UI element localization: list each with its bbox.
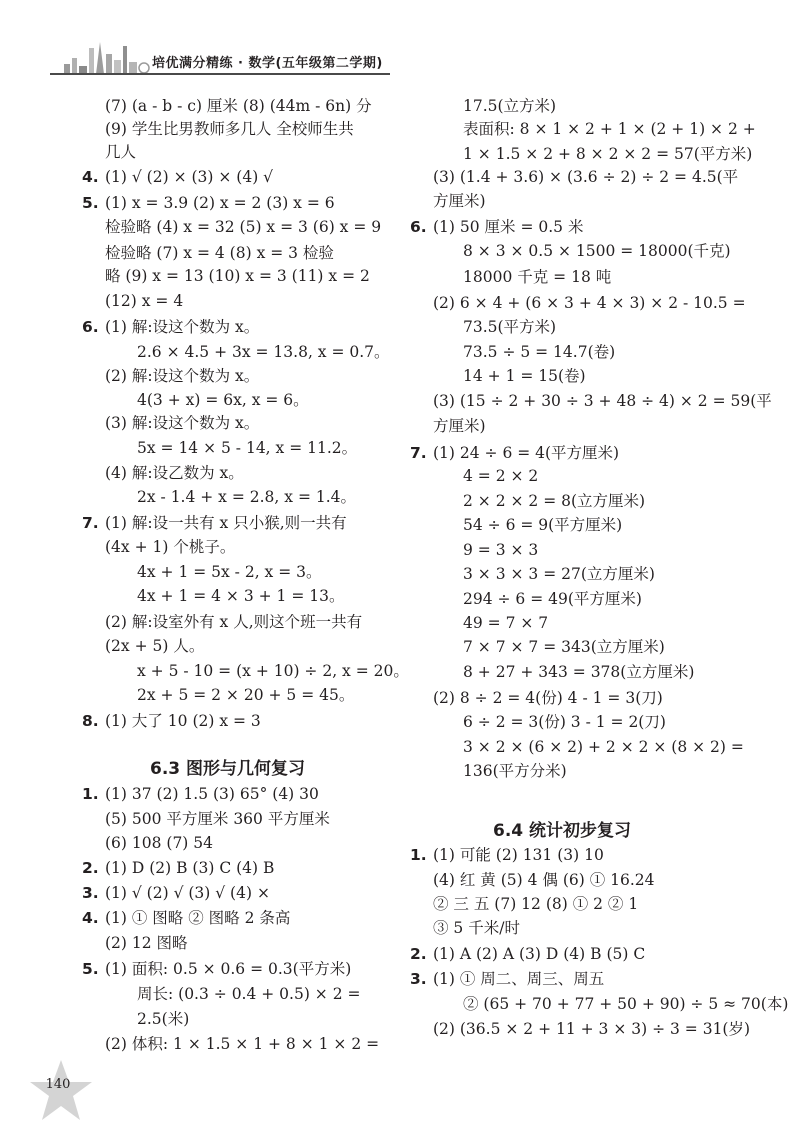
answer-text: 8 × 3 × 0.5 × 1500 = 18000(千克) — [463, 242, 731, 260]
answer-line — [463, 241, 731, 261]
question-number: 7. — [82, 514, 99, 532]
header-rule — [50, 73, 390, 75]
city-skyline-icon — [62, 40, 152, 76]
answer-line — [137, 984, 361, 1004]
answer-line — [410, 443, 619, 463]
answer-line — [410, 845, 604, 865]
answer-line — [105, 612, 362, 632]
answer-line — [463, 737, 744, 757]
answer-line — [433, 293, 746, 313]
question-number: 4. — [82, 909, 99, 927]
answer-line — [463, 564, 655, 584]
answer-text: 73.5 ÷ 5 = 14.7(卷) — [463, 343, 616, 361]
section-title: 6.3 图形与几何复习 — [150, 759, 306, 779]
answer-text: (4) 红 黄 (5) 4 偶 (6) ① 16.24 — [433, 871, 655, 889]
answer-line — [433, 894, 638, 914]
answer-text: (2) 解:设这个数为 x。 — [105, 367, 260, 385]
answer-text: 18000 千克 = 18 吨 — [463, 268, 612, 286]
question-number: 3. — [410, 970, 427, 988]
answer-line — [433, 1019, 750, 1039]
answer-line — [82, 959, 351, 979]
answer-line — [105, 463, 244, 483]
answer-line — [137, 586, 344, 606]
answer-line — [105, 413, 259, 433]
answer-text: (3) 解:设这个数为 x。 — [105, 414, 260, 432]
answer-line — [463, 637, 665, 657]
answer-line — [82, 908, 290, 928]
answer-text: (9) 学生比男教师多几人 全校师生共 — [105, 120, 354, 138]
answer-text: (2) 体积: 1 × 1.5 × 1 + 8 × 1 × 2 = — [105, 1035, 380, 1053]
answer-text: (2) 6 × 4 + (6 × 3 + 4 × 3) × 2 - 10.5 = — [433, 294, 746, 312]
answer-line — [463, 366, 586, 386]
answer-text: 294 ÷ 6 = 49(平方厘米) — [463, 590, 642, 608]
answer-text: 略 (9) x = 13 (10) x = 3 (11) x = 2 — [105, 267, 370, 285]
page-number: 140 — [45, 1077, 71, 1092]
answer-line — [463, 96, 556, 116]
answer-line — [82, 193, 335, 213]
answer-line — [433, 191, 486, 211]
answer-text: 4x + 1 = 4 × 3 + 1 = 13。 — [137, 587, 345, 605]
answer-line — [137, 562, 322, 582]
answer-line — [463, 491, 645, 511]
answer-line — [137, 685, 354, 705]
answer-text: (4x + 1) 个桃子。 — [105, 538, 236, 556]
answer-line — [463, 267, 611, 287]
answer-text: 6 ÷ 2 = 3(份) 3 - 1 = 2(刀) — [463, 713, 666, 731]
answer-text: 17.5(立方米) — [463, 97, 557, 115]
answer-line — [82, 167, 273, 187]
answer-text: 73.5(平方米) — [463, 318, 557, 336]
question-number: 2. — [82, 859, 99, 877]
answer-text: 表面积: 8 × 1 × 2 + 1 × (2 + 1) × 2 + — [463, 120, 756, 138]
answer-text: (1) D (2) B (3) C (4) B — [105, 859, 275, 877]
question-number: 1. — [82, 785, 99, 803]
answer-text: (2x + 5) 人。 — [105, 637, 205, 655]
answer-text: 9 = 3 × 3 — [463, 541, 539, 559]
answer-text: (2) 12 图略 — [105, 934, 188, 952]
answer-line — [105, 291, 183, 311]
answer-text: (2) (36.5 × 2 + 11 + 3 × 3) ÷ 3 = 31(岁) — [433, 1020, 751, 1038]
answer-line — [463, 613, 548, 633]
answer-line — [105, 142, 136, 162]
answer-text: (2) 8 ÷ 2 = 4(份) 4 - 1 = 3(刀) — [433, 689, 663, 707]
question-number: 6. — [410, 218, 427, 236]
answer-text: ② 三 五 (7) 12 (8) ① 2 ② 1 — [433, 895, 639, 913]
section-title: 6.4 统计初步复习 — [493, 821, 632, 841]
answer-text: 几人 — [105, 143, 137, 161]
answer-text: 1 × 1.5 × 2 + 8 × 2 × 2 = 57(平方米) — [463, 145, 753, 163]
answer-text: (1) 解:设一共有 x 只小猴,则一共有 — [105, 514, 347, 532]
answer-text: 2x + 5 = 2 × 20 + 5 = 45。 — [137, 686, 355, 704]
answer-line — [137, 390, 309, 410]
answer-line — [433, 167, 738, 187]
question-number: 5. — [82, 194, 99, 212]
answer-line — [105, 933, 188, 953]
answer-text: 3 × 3 × 3 = 27(立方厘米) — [463, 565, 655, 583]
question-number: 6. — [82, 318, 99, 336]
answer-line — [463, 144, 752, 164]
answer-text: 方厘米) — [433, 192, 486, 210]
answer-text: (1) √ (2) √ (3) √ (4) × — [105, 884, 270, 902]
answer-line — [137, 487, 356, 507]
answer-text: ③ 5 千米/时 — [433, 919, 520, 937]
answer-line — [137, 661, 409, 681]
question-number: 8. — [82, 712, 99, 730]
answer-line — [463, 540, 538, 560]
answer-line — [82, 317, 259, 337]
answer-text: (1) A (2) A (3) D (4) B (5) C — [433, 945, 646, 963]
question-number: 3. — [82, 884, 99, 902]
answer-text: x + 5 - 10 = (x + 10) ÷ 2, x = 20。 — [137, 662, 409, 680]
answer-line — [463, 466, 538, 486]
answer-text: (1) 37 (2) 1.5 (3) 65° (4) 30 — [105, 785, 319, 803]
answer-line — [463, 761, 567, 781]
answer-line — [82, 784, 319, 804]
answer-text: (1) √ (2) × (3) × (4) √ — [105, 168, 274, 186]
answer-text: (1) 解:设这个数为 x。 — [105, 318, 260, 336]
answer-text: 14 + 1 = 15(卷) — [463, 367, 586, 385]
answer-text: 2 × 2 × 2 = 8(立方厘米) — [463, 492, 646, 510]
answer-text: (1) ① 周二、周三、周五 — [433, 970, 605, 988]
answer-line — [105, 537, 235, 557]
answer-text: (1) 大了 10 (2) x = 3 — [105, 712, 261, 730]
answer-line — [137, 1009, 189, 1029]
answer-line — [463, 712, 666, 732]
answer-text: (12) x = 4 — [105, 292, 184, 310]
answer-text: 4x + 1 = 5x - 2, x = 3。 — [137, 563, 322, 581]
answer-text: 2.5(米) — [137, 1010, 190, 1028]
answer-text: (1) 面积: 0.5 × 0.6 = 0.3(平方米) — [105, 960, 352, 978]
answer-text: 周长: (0.3 ÷ 0.4 + 0.5) × 2 = — [137, 985, 361, 1003]
answer-line — [433, 870, 655, 890]
answer-line — [105, 636, 204, 656]
answer-line — [105, 119, 354, 139]
answer-text: (2) 解:设室外有 x 人,则这个班一共有 — [105, 613, 363, 631]
answer-line — [433, 416, 486, 436]
answer-text: 49 = 7 × 7 — [463, 614, 549, 632]
answer-line — [463, 589, 642, 609]
answer-text: (5) 500 平方厘米 360 平方厘米 — [105, 810, 330, 828]
answer-line — [433, 688, 663, 708]
answer-text: (1) 50 厘米 = 0.5 米 — [433, 218, 584, 236]
page-header — [0, 0, 800, 90]
answer-text: 3 × 2 × (6 × 2) + 2 × 2 × (8 × 2) = — [463, 738, 744, 756]
answer-line — [433, 918, 520, 938]
question-number: 4. — [82, 168, 99, 186]
answer-line — [105, 833, 213, 853]
answer-line — [105, 1034, 379, 1054]
answer-line — [463, 662, 694, 682]
answer-text: 检验略 (4) x = 32 (5) x = 3 (6) x = 9 — [105, 218, 382, 236]
answer-line — [410, 217, 583, 237]
answer-text: (1) 可能 (2) 131 (3) 10 — [433, 846, 604, 864]
header-title: 培优满分精练 · 数学(五年级第二学期) — [152, 56, 383, 71]
answer-text: 检验略 (7) x = 4 (8) x = 3 检验 — [105, 244, 334, 262]
answer-text: 方厘米) — [433, 417, 486, 435]
answer-line — [82, 711, 261, 731]
answer-text: (6) 108 (7) 54 — [105, 834, 214, 852]
answer-line — [105, 809, 330, 829]
answer-line — [105, 217, 381, 237]
answer-text: 5x = 14 × 5 - 14, x = 11.2。 — [137, 439, 358, 457]
answer-text: (1) x = 3.9 (2) x = 2 (3) x = 6 — [105, 194, 335, 212]
answer-line — [463, 342, 615, 362]
answer-text: (3) (15 ÷ 2 + 30 ÷ 3 + 48 ÷ 4) × 2 = 59(平 — [433, 392, 772, 410]
answer-line — [137, 438, 357, 458]
answer-line — [105, 243, 334, 263]
question-number: 2. — [410, 945, 427, 963]
answer-text: (4) 解:设乙数为 x。 — [105, 464, 244, 482]
answer-line — [105, 96, 372, 116]
answer-line — [82, 883, 270, 903]
answer-line — [463, 317, 556, 337]
question-number: 7. — [410, 444, 427, 462]
answer-line — [105, 266, 370, 286]
answer-text: (1) ① 图略 ② 图略 2 条高 — [105, 909, 291, 927]
answer-text: (1) 24 ÷ 6 = 4(平方厘米) — [433, 444, 620, 462]
answer-line — [463, 994, 788, 1014]
answer-text: 54 ÷ 6 = 9(平方厘米) — [463, 516, 623, 534]
answer-line — [82, 513, 347, 533]
answer-line — [433, 391, 772, 411]
answer-text: 8 + 27 + 343 = 378(立方厘米) — [463, 663, 695, 681]
question-number: 1. — [410, 846, 427, 864]
answer-text: 4 = 2 × 2 — [463, 467, 539, 485]
answer-text: 136(平方分米) — [463, 762, 567, 780]
answer-line — [137, 342, 390, 362]
answer-text: 2x - 1.4 + x = 2.8, x = 1.4。 — [137, 488, 357, 506]
answer-line — [82, 858, 274, 878]
answer-line — [463, 119, 756, 139]
answer-text: 4(3 + x) = 6x, x = 6。 — [137, 391, 309, 409]
answer-line — [410, 944, 645, 964]
question-number: 5. — [82, 960, 99, 978]
answer-text: ② (65 + 70 + 77 + 50 + 90) ÷ 5 ≈ 70(本) — [463, 995, 789, 1013]
answer-line — [410, 969, 604, 989]
answer-line — [105, 366, 259, 386]
answer-text: (7) (a - b - c) 厘米 (8) (44m - 6n) 分 — [105, 97, 372, 115]
answer-text: 2.6 × 4.5 + 3x = 13.8, x = 0.7。 — [137, 343, 390, 361]
answer-line — [463, 515, 622, 535]
answer-text: 7 × 7 × 7 = 343(立方厘米) — [463, 638, 665, 656]
answer-text: (3) (1.4 + 3.6) × (3.6 ÷ 2) ÷ 2 = 4.5(平 — [433, 168, 739, 186]
